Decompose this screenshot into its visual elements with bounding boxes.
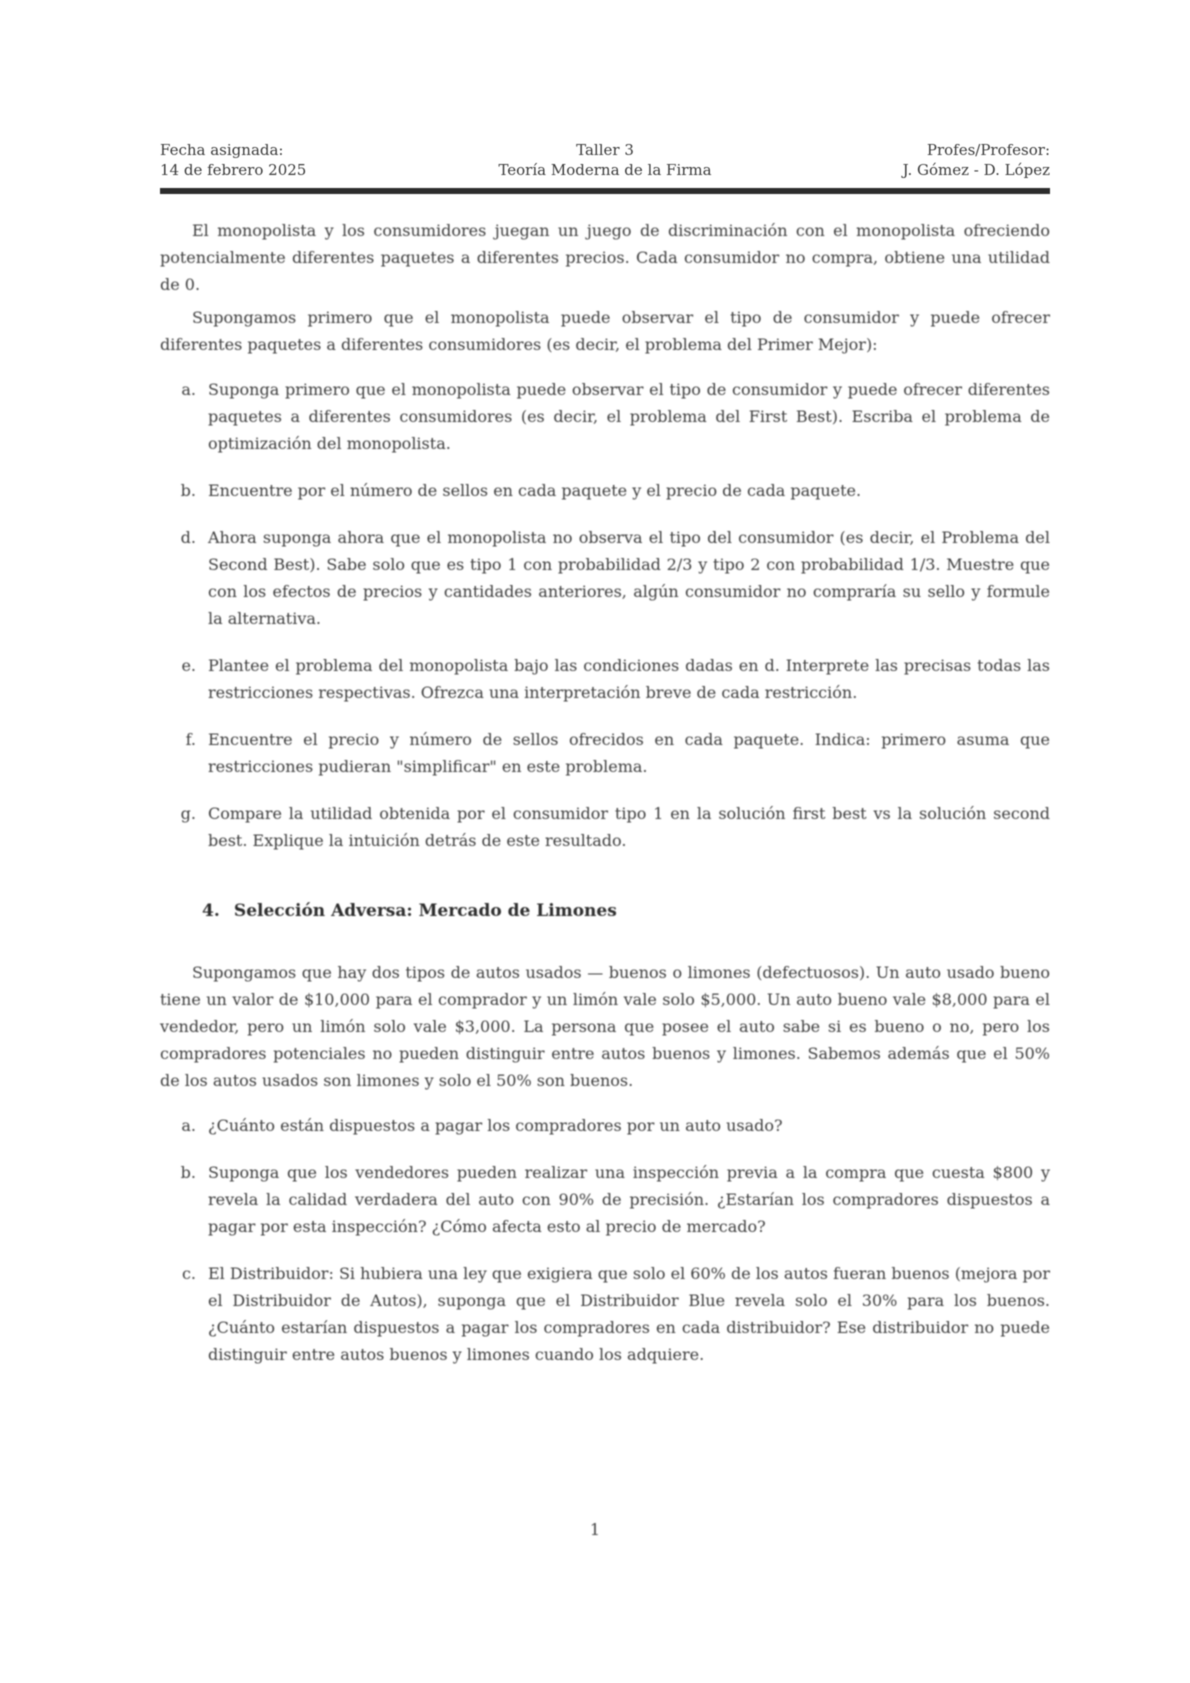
item-text: Ahora suponga ahora que el monopolista no observa el tipo del consumidor (es decir, el Problema del Second Best). Sabe solo que es tipo 1 con probabilidad 2/3 y tipo 2 con probabilidad 1/3. Muestre que con los efectos de precios y cantidades anteriores, algún consumidor no compraría su sello y formule la alternativa. [208, 528, 1050, 628]
intro-paragraph-1: El monopolista y los consumidores juegan un juego de discriminación con el monopolista ofreciendo potencialmente diferentes paquetes a diferentes precios. Cada consumidor no compra, obtiene una utilidad de 0. [160, 221, 1050, 294]
section-title: Selección Adversa: Mercado de Limones [233, 901, 617, 921]
header-workshop-title: Taller 3 [576, 141, 634, 159]
item-label: c. [181, 1264, 196, 1283]
item-text: Compare la utilidad obtenida por el consumidor tipo 1 en la solución first best vs la solución second best. Explique la intuición detrás de este resultado. [208, 804, 1050, 850]
item-label: f. [185, 730, 196, 749]
item-label: a. [181, 380, 196, 399]
list-item [160, 652, 1050, 706]
item-label: d. [180, 528, 196, 547]
item-text: Encuentre el precio y número de sellos ofrecidos en cada paquete. Indica: primero asuma que restricciones pudieran "simplificar" en este problema. [208, 730, 1050, 776]
list-item [160, 376, 1050, 457]
list-item [160, 477, 1050, 504]
header-professors: J. Gómez - D. López [902, 161, 1051, 179]
header-assigned-date: 14 de febrero 2025 [160, 161, 307, 179]
item-text: El Distribuidor: Si hubiera una ley que exigiera que solo el 60% de los autos fueran buenos (mejora por el Distribuidor de Autos), suponga que el Distribuidor Blue revela solo el 30% para los buenos. ¿Cuánto estarían dispuestos a pagar los compradores en cada distribuidor? Ese distribuidor no puede distinguir entre autos buenos y limones cuando los adquiere. [208, 1264, 1050, 1364]
list-item [160, 1159, 1050, 1240]
document-body [160, 217, 1050, 1388]
section-intro-paragraph: Supongamos que hay dos tipos de autos usados — buenos o limones (defectuosos). Un auto usado bueno tiene un valor de $10,000 para el comprador y un limón vale solo $5,000. Un auto bueno vale $8,000 para el vendedor, pero un limón solo vale $3,000. La persona que posee el auto sabe si es bueno o no, pero los compradores potenciales no pueden distinguir entre autos buenos y limones. Sabemos además que el 50% de los autos usados son limones y solo el 50% son buenos. [160, 963, 1050, 1090]
item-label: b. [180, 1163, 196, 1182]
exercise-list-part2 [160, 1112, 1050, 1368]
header-rule [160, 188, 1050, 194]
item-text: Plantee el problema del monopolista bajo las condiciones dadas en d. Interprete las precisas todas las restricciones respectivas. Ofrezca una interpretación breve de cada restricción. [208, 656, 1050, 702]
item-text: ¿Cuánto están dispuestos a pagar los compradores por un auto usado? [208, 1116, 783, 1135]
header-row-bottom [160, 160, 1050, 180]
page-header [160, 140, 1050, 180]
exercise-list-part1 [160, 376, 1050, 854]
item-label: b. [180, 481, 196, 500]
page-number: 1 [589, 1520, 601, 1539]
header-professors-label: Profes/Profesor: [926, 141, 1051, 159]
header-row-top [160, 140, 1050, 160]
list-item [160, 800, 1050, 854]
item-label: a. [181, 1116, 196, 1135]
section-number: 4. [202, 901, 220, 921]
item-text: Encuentre por el número de sellos en cada paquete y el precio de cada paquete. [208, 481, 862, 500]
item-label: e. [181, 656, 196, 675]
list-item [160, 1260, 1050, 1368]
list-item [160, 726, 1050, 780]
item-text: Suponga que los vendedores pueden realizar una inspección previa a la compra que cuesta $800 y revela la calidad verdadera del auto con 90% de precisión. ¿Estarían los compradores dispuestos a pagar por esta inspección? ¿Cómo afecta esto al precio de mercado? [208, 1163, 1050, 1236]
item-text: Suponga primero que el monopolista puede observar el tipo de consumidor y puede ofrecer diferentes paquetes a diferentes consumidores (es decir, el problema del First Best). Escriba el problema de optimización del monopolista. [208, 380, 1050, 453]
list-item [160, 1112, 1050, 1139]
item-label: g. [180, 804, 196, 823]
header-assigned-date-label: Fecha asignada: [160, 141, 284, 159]
list-item [160, 524, 1050, 632]
header-course-name: Teoría Moderna de la Firma [498, 161, 712, 179]
section-heading [160, 898, 1050, 925]
intro-paragraph-2: Supongamos primero que el monopolista puede observar el tipo de consumidor y puede ofrecer diferentes paquetes a diferentes consumidores (es decir, el problema del Primer Mejor): [160, 308, 1050, 354]
